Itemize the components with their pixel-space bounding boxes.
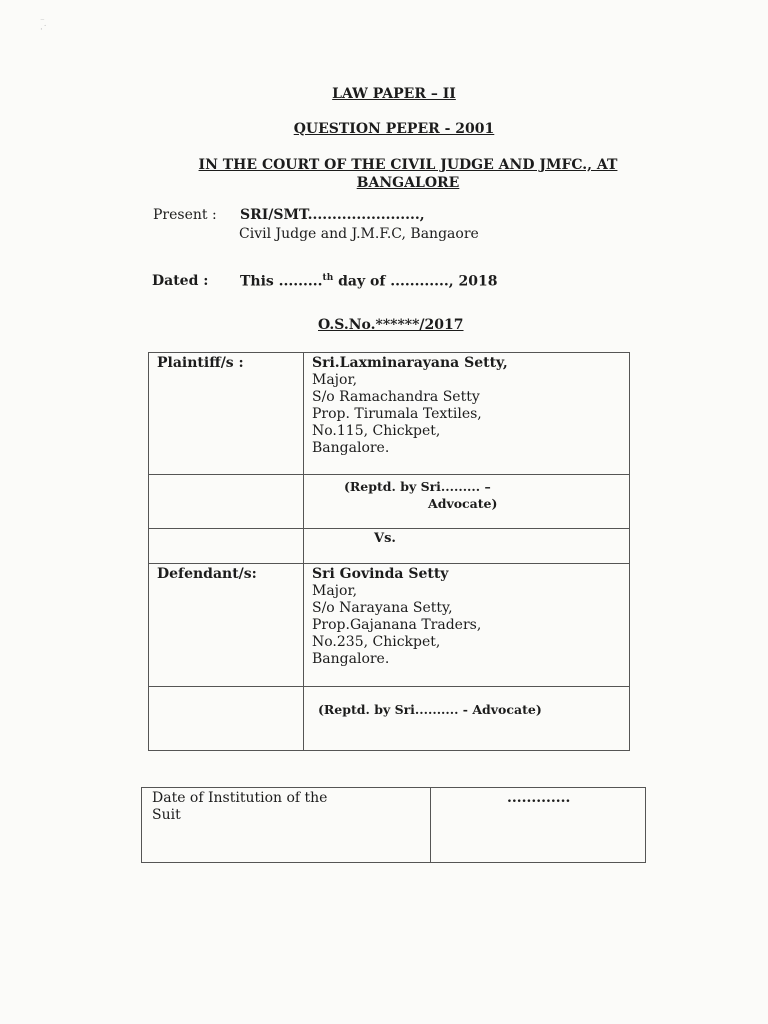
institution-table xyxy=(141,787,646,863)
plaintiff-line: Major, xyxy=(312,372,358,388)
versus-cell xyxy=(304,529,630,564)
present-label: Present : xyxy=(153,207,217,223)
institution-value: ............. xyxy=(507,790,571,806)
versus-row xyxy=(149,529,630,564)
defendant-details xyxy=(304,564,629,672)
defendant-line: Prop.Gajanana Traders, xyxy=(312,617,482,633)
court-title-line2: BANGALORE xyxy=(356,175,460,191)
plaintiff-line: S/o Ramachandra Setty xyxy=(312,389,480,405)
dated-text xyxy=(240,273,497,290)
defendant-row xyxy=(149,564,630,687)
scan-speck-icon: ⁻ ·˙ xyxy=(40,17,48,35)
plaintiff-line: Prop. Tirumala Textiles, xyxy=(312,406,482,422)
plaintiff-name: Sri.Laxminarayana Setty, xyxy=(312,355,508,371)
versus-text: Vs. xyxy=(374,531,396,546)
dated-text-before: This ......... xyxy=(240,273,323,290)
case-number: O.S.No.******/2017 xyxy=(318,317,464,333)
defendant-advocate-cell xyxy=(304,687,630,751)
plaintiff-line: No.115, Chickpet, xyxy=(312,423,441,439)
defendant-line: No.235, Chickpet, xyxy=(312,634,441,650)
plaintiff-label: Plaintiff/s : xyxy=(157,355,244,371)
plaintiff-advocate-line1: (Reptd. by Sri......... – xyxy=(344,479,491,494)
court-title-line1: IN THE COURT OF THE CIVIL JUDGE AND JMFC., AT xyxy=(198,157,618,173)
institution-label-line2: Suit xyxy=(152,807,181,823)
defendant-name: Sri Govinda Setty xyxy=(312,566,449,582)
plaintiff-advocate-row xyxy=(149,475,630,529)
institution-row xyxy=(142,788,646,863)
institution-value-cell xyxy=(431,788,646,863)
question-paper-title: QUESTION PEPER - 2001 xyxy=(293,121,495,137)
plaintiff-label-cell xyxy=(149,353,304,475)
plaintiff-details-cell xyxy=(304,353,630,475)
defendant-line: Major, xyxy=(312,583,358,599)
defendant-label: Defendant/s: xyxy=(157,566,257,582)
institution-label-cell xyxy=(142,788,431,863)
dated-label: Dated : xyxy=(152,273,209,289)
plaintiff-advocate-line2: Advocate) xyxy=(428,496,498,511)
empty-cell xyxy=(149,475,304,529)
defendant-advocate: (Reptd. by Sri.......... - Advocate) xyxy=(318,702,542,717)
plaintiff-details xyxy=(304,353,629,461)
empty-cell xyxy=(149,529,304,564)
judge-name: SRI/SMT......................., xyxy=(240,207,425,223)
parties-table xyxy=(148,352,630,751)
defendant-details-cell xyxy=(304,564,630,687)
plaintiff-advocate-cell xyxy=(304,475,630,529)
plaintiff-advocate xyxy=(304,475,629,512)
plaintiff-row xyxy=(149,353,630,475)
judge-designation: Civil Judge and J.M.F.C, Bangaore xyxy=(239,226,479,242)
paper-title: LAW PAPER – II xyxy=(332,86,456,102)
defendant-label-cell xyxy=(149,564,304,687)
court-title xyxy=(24,156,768,192)
defendant-advocate-row xyxy=(149,687,630,751)
dated-superscript: th xyxy=(322,273,334,283)
plaintiff-line: Bangalore. xyxy=(312,440,390,456)
defendant-line: S/o Narayana Setty, xyxy=(312,600,453,616)
institution-label-line1: Date of Institution of the xyxy=(152,790,328,806)
defendant-line: Bangalore. xyxy=(312,651,390,667)
empty-cell xyxy=(149,687,304,751)
dated-text-after: day of ............, 2018 xyxy=(333,273,498,290)
